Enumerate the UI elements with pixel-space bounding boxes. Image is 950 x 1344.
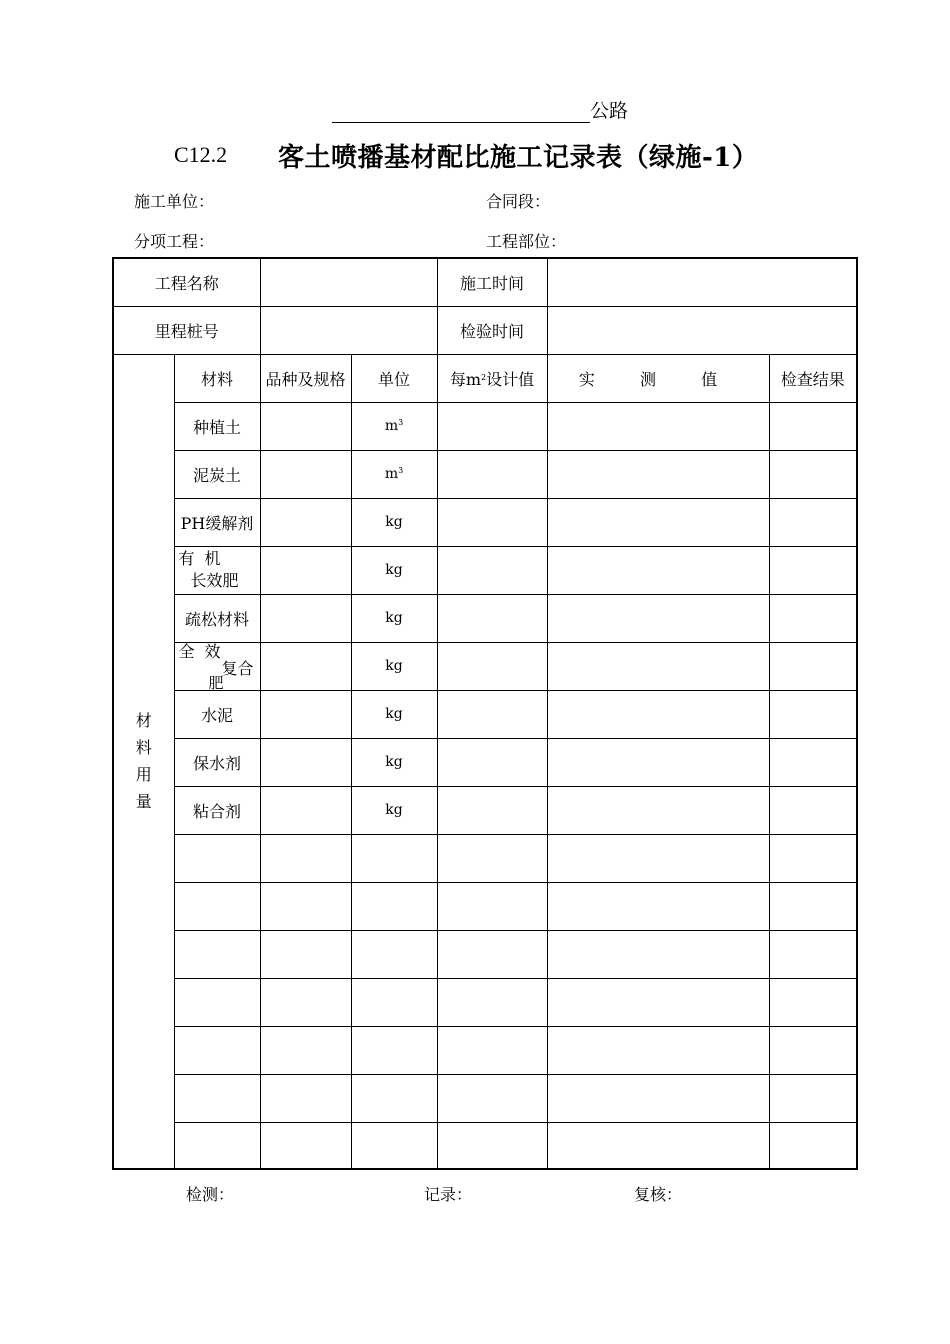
- measured-value-cell[interactable]: [547, 642, 769, 690]
- design-value-cell[interactable]: [437, 1026, 547, 1074]
- form-code: C12.2: [174, 142, 228, 167]
- measured-value-cell[interactable]: [547, 930, 769, 978]
- result-cell[interactable]: [769, 450, 857, 498]
- result-cell[interactable]: [769, 1122, 857, 1169]
- construction-time-cell[interactable]: [547, 258, 857, 306]
- design-value-cell[interactable]: [437, 498, 547, 546]
- measured-value-cell[interactable]: [547, 594, 769, 642]
- design-value-cell[interactable]: [437, 690, 547, 738]
- measured-value-cell[interactable]: [547, 834, 769, 882]
- material-name: 有机 长效肥: [174, 546, 260, 594]
- mileage-stake-label: 里程桩号: [113, 306, 260, 354]
- construction-unit-label: 施工单位：: [134, 192, 215, 211]
- result-cell[interactable]: [769, 690, 857, 738]
- measured-value-cell[interactable]: [547, 1026, 769, 1074]
- empty-table-row: [113, 1074, 857, 1122]
- material-cell[interactable]: [174, 1026, 260, 1074]
- measured-value-cell[interactable]: [547, 402, 769, 450]
- record-table: [112, 257, 858, 1170]
- inspection-time-label: 检验时间: [437, 306, 547, 354]
- page-title: 客土喷播基材配比施工记录表（绿施-1）: [278, 143, 759, 173]
- empty-table-row: [113, 978, 857, 1026]
- unit-cell[interactable]: [351, 882, 437, 930]
- unit-cell[interactable]: [351, 1026, 437, 1074]
- unit-cell: kg: [351, 594, 437, 642]
- variety-cell[interactable]: [260, 786, 351, 834]
- variety-cell[interactable]: [260, 1074, 351, 1122]
- review-signature-label: 复核：: [634, 1185, 683, 1204]
- empty-table-row: [113, 882, 857, 930]
- empty-table-row: [113, 1026, 857, 1074]
- material-cell[interactable]: [174, 882, 260, 930]
- design-value-cell[interactable]: [437, 882, 547, 930]
- design-value-cell[interactable]: [437, 642, 547, 690]
- measured-value-cell[interactable]: [547, 546, 769, 594]
- result-cell[interactable]: [769, 594, 857, 642]
- measured-value-cell[interactable]: [547, 738, 769, 786]
- material-name: 疏松材料: [174, 594, 260, 642]
- variety-cell[interactable]: [260, 978, 351, 1026]
- unit-cell: kg: [351, 546, 437, 594]
- variety-cell[interactable]: [260, 1122, 351, 1169]
- result-cell[interactable]: [769, 1074, 857, 1122]
- road-suffix: 公路: [590, 100, 629, 122]
- measured-value-cell[interactable]: [547, 1122, 769, 1169]
- material-usage-section-label: 材 料 用 量: [113, 354, 174, 1169]
- variety-cell[interactable]: [260, 402, 351, 450]
- unit-cell: $m^3$: [351, 450, 437, 498]
- result-cell[interactable]: [769, 882, 857, 930]
- material-cell[interactable]: [174, 1074, 260, 1122]
- design-value-cell[interactable]: [437, 1074, 547, 1122]
- variety-cell[interactable]: [260, 594, 351, 642]
- measured-value-cell[interactable]: [547, 450, 769, 498]
- material-name: 全效 复合 肥: [174, 642, 260, 690]
- project-location-label: 工程部位：: [486, 232, 567, 251]
- unit-cell: $m^3$: [351, 402, 437, 450]
- result-cell[interactable]: [769, 786, 857, 834]
- unit-cell: kg: [351, 786, 437, 834]
- unit-cell[interactable]: [351, 834, 437, 882]
- unit-cell: kg: [351, 498, 437, 546]
- table-row: [113, 642, 857, 690]
- material-cell[interactable]: [174, 1122, 260, 1169]
- result-cell[interactable]: [769, 930, 857, 978]
- design-value-cell[interactable]: [437, 450, 547, 498]
- measured-value-cell[interactable]: [547, 498, 769, 546]
- material-name: PH缓解剂: [174, 498, 260, 546]
- design-value-cell[interactable]: [437, 978, 547, 1026]
- mileage-stake-cell[interactable]: [260, 306, 437, 354]
- table-row: [113, 402, 857, 450]
- measured-value-cell[interactable]: [547, 786, 769, 834]
- col-header-material: 材料: [174, 354, 260, 402]
- road-name-blank-line[interactable]: [332, 94, 590, 123]
- design-value-cell[interactable]: [437, 594, 547, 642]
- variety-cell[interactable]: [260, 834, 351, 882]
- table-row: [113, 594, 857, 642]
- design-value-cell[interactable]: [437, 546, 547, 594]
- measured-value-cell[interactable]: [547, 1074, 769, 1122]
- table-row: [113, 690, 857, 738]
- variety-cell[interactable]: [260, 450, 351, 498]
- inspection-time-cell[interactable]: [547, 306, 857, 354]
- variety-cell[interactable]: [260, 738, 351, 786]
- design-value-cell[interactable]: [437, 402, 547, 450]
- material-cell[interactable]: [174, 834, 260, 882]
- table-row: [113, 786, 857, 834]
- unit-cell[interactable]: [351, 1074, 437, 1122]
- record-signature-label: 记录：: [424, 1185, 473, 1204]
- variety-cell[interactable]: [260, 498, 351, 546]
- material-name: 保水剂: [174, 738, 260, 786]
- empty-table-row: [113, 834, 857, 882]
- design-value-cell[interactable]: [437, 930, 547, 978]
- result-cell[interactable]: [769, 978, 857, 1026]
- material-name: 泥炭土: [174, 450, 260, 498]
- material-cell[interactable]: [174, 930, 260, 978]
- variety-cell[interactable]: [260, 1026, 351, 1074]
- design-value-cell[interactable]: [437, 1122, 547, 1169]
- sub-project-label: 分项工程：: [134, 232, 215, 251]
- result-cell[interactable]: [769, 834, 857, 882]
- unit-cell[interactable]: [351, 1122, 437, 1169]
- unit-cell[interactable]: [351, 930, 437, 978]
- table-row: [113, 546, 857, 594]
- col-header-design-value: 每$m^2$设计值: [437, 354, 547, 402]
- material-name: 粘合剂: [174, 786, 260, 834]
- material-cell[interactable]: [174, 978, 260, 1026]
- measured-value-cell[interactable]: [547, 882, 769, 930]
- table-row: [113, 498, 857, 546]
- table-row: [113, 450, 857, 498]
- project-name-label: 工程名称: [113, 258, 260, 306]
- result-cell[interactable]: [769, 402, 857, 450]
- contract-section-label: 合同段：: [486, 192, 551, 211]
- col-header-variety-spec: 品种及规格: [260, 354, 351, 402]
- result-cell[interactable]: [769, 738, 857, 786]
- measured-value-cell[interactable]: [547, 690, 769, 738]
- design-value-cell[interactable]: [437, 834, 547, 882]
- empty-table-row: [113, 1122, 857, 1169]
- unit-cell[interactable]: [351, 978, 437, 1026]
- variety-cell[interactable]: [260, 882, 351, 930]
- result-cell[interactable]: [769, 546, 857, 594]
- detection-signature-label: 检测：: [186, 1185, 235, 1204]
- design-value-cell[interactable]: [437, 738, 547, 786]
- unit-cell: kg: [351, 642, 437, 690]
- result-cell[interactable]: [769, 498, 857, 546]
- empty-table-row: [113, 930, 857, 978]
- col-header-unit: 单位: [351, 354, 437, 402]
- material-name: 水泥: [174, 690, 260, 738]
- variety-cell[interactable]: [260, 546, 351, 594]
- variety-cell[interactable]: [260, 690, 351, 738]
- result-cell[interactable]: [769, 1026, 857, 1074]
- result-cell[interactable]: [769, 642, 857, 690]
- variety-cell[interactable]: [260, 642, 351, 690]
- project-name-cell[interactable]: [260, 258, 437, 306]
- design-value-cell[interactable]: [437, 786, 547, 834]
- col-header-result: 检查结果: [769, 354, 857, 402]
- table-row: [113, 738, 857, 786]
- construction-time-label: 施工时间: [437, 258, 547, 306]
- material-name: 种植土: [174, 402, 260, 450]
- variety-cell[interactable]: [260, 930, 351, 978]
- col-header-measured: 实 测 值: [547, 354, 769, 402]
- unit-cell: kg: [351, 690, 437, 738]
- measured-value-cell[interactable]: [547, 978, 769, 1026]
- unit-cell: kg: [351, 738, 437, 786]
